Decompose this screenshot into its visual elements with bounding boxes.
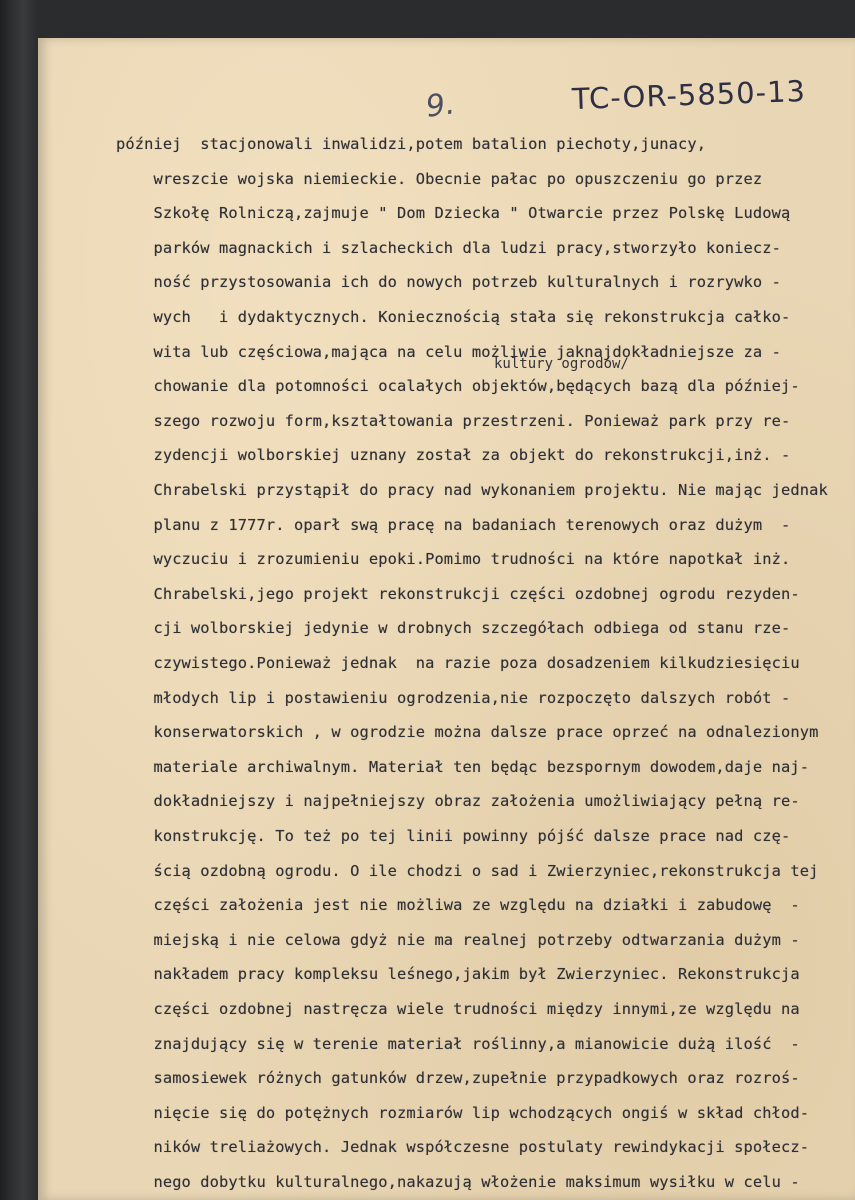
text-line: Chrabelski,jego projekt rekonstrukcji części ozdobnej ogrodu rezyden- [116, 584, 800, 603]
text-line: znajdujący się w terenie materiał roślinny,a mianowicie dużą ilość - [116, 1034, 800, 1053]
archive-reference-code: TC-OR-5850-13 [571, 73, 807, 117]
text-line: chowanie dla potomności ocalałych objektów,będących bazą dla później- [116, 377, 800, 396]
text-line: szego rozwoju form,kształtowania przestrzeni. Ponieważ park przy re- [116, 411, 791, 430]
text-line: wita lub częściowa,mająca na celu możliwie jaknajdokładniejsze za - [116, 342, 781, 361]
typewritten-page [38, 38, 855, 1200]
typed-body-text [38, 38, 855, 1200]
text-line: młodych lip i postawieniu ogrodzenia,nie rozpoczęto dalszych robót - [116, 688, 791, 707]
text-line: cji wolborskiej jedynie w drobnych szczegółach odbiega od stanu rze- [116, 619, 791, 638]
text-line: później stacjonowali inwalidzi,potem batalion piechoty,junacy, [116, 135, 707, 153]
text-line: nięcie się do potężnych rozmiarów lip wchodzących ongiś w skład chłod- [116, 1103, 810, 1122]
archive-binding-edge [0, 0, 38, 1200]
text-line: czywistego.Ponieważ jednak na razie poza dosadzeniem kilkudziesięciu [116, 654, 800, 672]
text-line: dokładniejszy i najpełniejszy obraz założenia umożliwiający pełną re- [116, 792, 800, 811]
text-line: parków magnackich i szlacheckich dla ludzi pracy,stworzyło koniecz- [116, 238, 781, 257]
text-line: planu z 1777r. oparł swą pracę na badaniach terenowych oraz dużym - [116, 515, 791, 534]
text-line: zydencji wolborskiej uznany został za objekt do rekonstrukcji,inż. - [116, 446, 791, 465]
text-line: nego dobytku kulturalnego,nakazują włożenie maksimum wysiłku w celu - [116, 1173, 800, 1191]
text-line: materiale archiwalnym. Materiał ten będąc bezspornym dowodem,daje naj- [116, 757, 810, 776]
text-line: wyczuciu i zrozumieniu epoki.Pomimo trudności na które napotkał inż. [116, 550, 791, 569]
page-number: 9. [423, 86, 457, 125]
text-line: części ozdobnej nastręcza wiele trudności między innymi,ze względu na [116, 1000, 800, 1018]
text-line: części założenia jest nie możliwa ze względu na działki i zabudowę - [116, 896, 800, 915]
text-line: samosiewek różnych gatunków drzew,zupełnie przypadkowych oraz rozroś- [116, 1069, 800, 1088]
text-line: wreszcie wojska niemieckie. Obecnie pałac po opuszczeniu go przez [116, 169, 763, 188]
text-line: nakładem pracy kompleksu leśnego,jakim był Zwierzyniec. Rekonstrukcja [116, 965, 800, 984]
text-line: konstrukcję. To też po tej linii powinny pójść dalsze prace nad czę- [116, 827, 791, 845]
text-line: ność przystosowania ich do nowych potrzeb kulturalnych i rozrywko - [116, 273, 781, 292]
text-line: Szkołę Rolniczą,zajmuje " Dom Dziecka " Otwarcie przez Polskę Ludową [116, 204, 791, 223]
text-line: wych i dydaktycznych. Koniecznością stała się rekonstrukcja całko- [116, 308, 791, 326]
text-line: konserwatorskich , w ogrodzie można dalsze prace oprzeć na odnalezionym [116, 723, 819, 742]
text-line: Chrabelski przystąpił do pracy nad wykonaniem projektu. Nie mając jednak [116, 481, 828, 499]
inserted-correction: kultury ogrodów/ [494, 356, 629, 372]
text-line: ników treliażowych. Jednak współczesne postulaty rewindykacji społecz- [116, 1138, 810, 1157]
text-line: ścią ozdobną ogrodu. O ile chodzi o sad i Zwierzyniec,rekonstrukcja tej [116, 861, 819, 880]
text-line: miejską i nie celowa gdyż nie ma realnej potrzeby odtwarzania dużym - [116, 930, 800, 949]
